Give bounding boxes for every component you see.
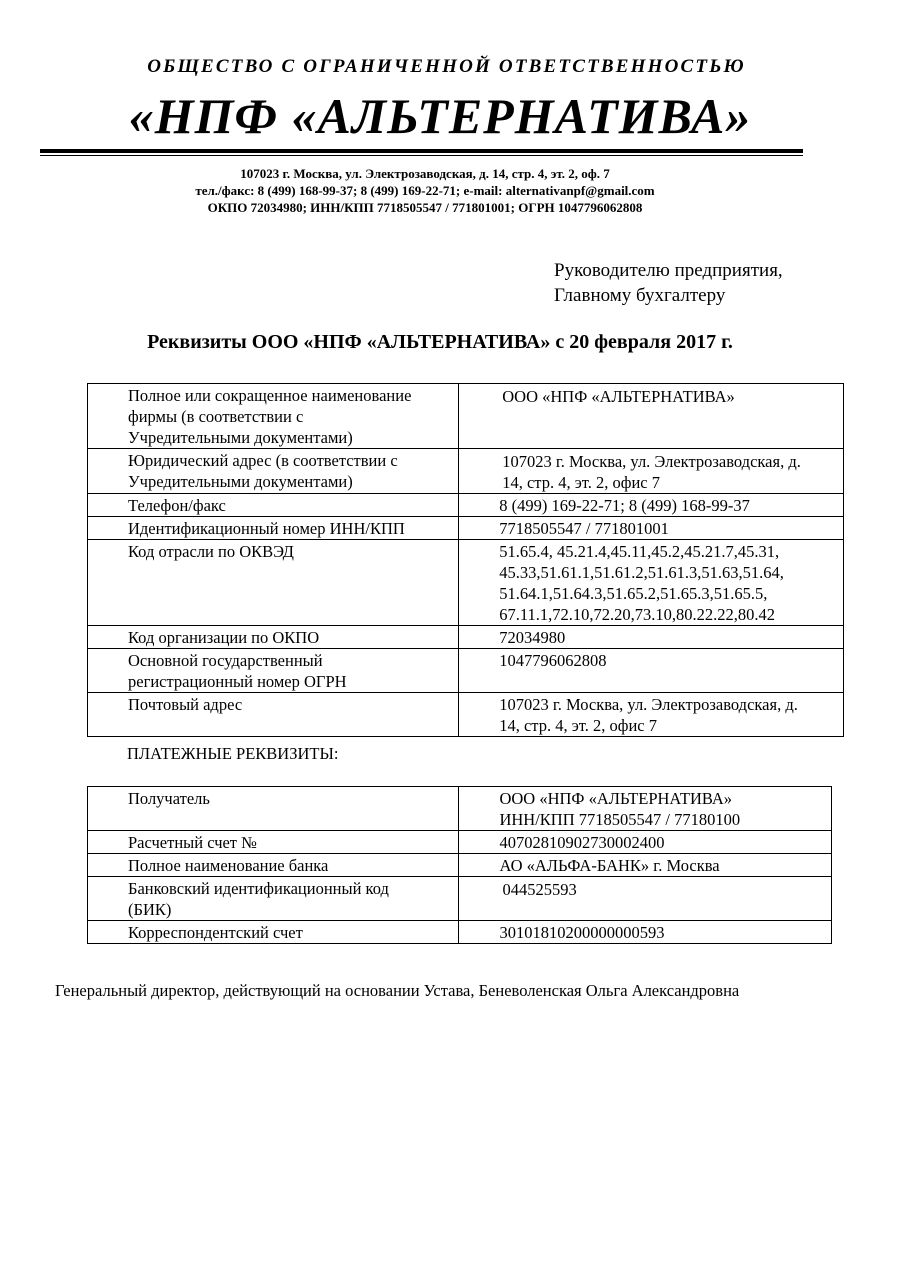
field-label: [88, 449, 459, 494]
table-row: [88, 877, 832, 921]
table-row: [88, 540, 844, 626]
field-value: [459, 921, 832, 944]
field-value: [459, 787, 832, 831]
field-label-line: фирмы (в соответствии с: [128, 407, 304, 426]
field-value-line: 107023 г. Москва, ул. Электрозаводская, д.: [499, 695, 798, 714]
field-label-line: регистрационный номер ОГРН: [128, 672, 347, 691]
field-value: [459, 384, 844, 449]
field-value-line: 67.11.1,72.10,72.20,73.10,80.22.22,80.42: [499, 605, 775, 624]
org-legal-form: ОБЩЕСТВО С ОГРАНИЧЕННОЙ ОТВЕТСТВЕННОСТЬЮ: [147, 56, 746, 77]
field-label: [88, 626, 459, 649]
table-row: [88, 649, 844, 693]
field-label: [88, 854, 459, 877]
field-label-line: Идентификационный номер ИНН/КПП: [128, 519, 405, 538]
addressee-line-2: Главному бухгалтеру: [554, 285, 726, 306]
table-row: [88, 831, 832, 854]
field-label-line: Банковский идентификационный код: [128, 879, 389, 898]
field-value: [459, 626, 844, 649]
field-value-line: 72034980: [499, 628, 566, 647]
field-label: [88, 831, 459, 854]
table-row: [88, 921, 832, 944]
letterhead-rule-thick: [40, 149, 803, 153]
field-label-line: Полное или сокращенное наименование: [128, 386, 412, 405]
contact-registration-codes: ОКПО 72034980; ИНН/КПП 7718505547 / 771801001; ОГРН 1047796062808: [207, 200, 643, 215]
field-label: [88, 877, 459, 921]
field-label-line: Полное наименование банка: [128, 856, 329, 875]
field-value-line: 14, стр. 4, эт. 2, офис 7: [502, 473, 660, 492]
field-value-line: 51.64.1,51.64.3,51.65.2,51.65.3,51.65.5,: [499, 584, 768, 603]
field-label: [88, 649, 459, 693]
field-value: [459, 517, 844, 540]
table-row: [88, 494, 844, 517]
field-label-line: (БИК): [128, 900, 172, 919]
addressee-line-1: Руководителю предприятия,: [554, 260, 783, 281]
table-row: [88, 626, 844, 649]
document-title: Реквизиты ООО «НПФ «АЛЬТЕРНАТИВА» с 20 февраля 2017 г.: [147, 331, 733, 353]
field-value-line: 30101810200000000593: [499, 923, 665, 942]
contact-phone-email: тел./факс: 8 (499) 168-99-37; 8 (499) 169-22-71; e-mail: alternativanpf@gmail.com: [195, 183, 655, 198]
company-details-table: [87, 383, 844, 737]
field-value-line: ООО «НПФ «АЛЬТЕРНАТИВА»: [499, 789, 733, 808]
field-label: [88, 693, 459, 737]
field-value: [459, 854, 832, 877]
table-row: [88, 787, 832, 831]
payment-details-table: [87, 786, 832, 944]
org-name: «НПФ «АЛЬТЕРНАТИВА»: [128, 88, 752, 144]
field-value: [459, 693, 844, 737]
contact-address: 107023 г. Москва, ул. Электрозаводская, д. 14, стр. 4, эт. 2, оф. 7: [240, 166, 610, 181]
field-value: [459, 449, 844, 494]
field-value: [459, 649, 844, 693]
field-value-line: 40702810902730002400: [499, 833, 665, 852]
field-value-line: 8 (499) 169-22-71; 8 (499) 168-99-37: [499, 496, 750, 515]
field-value-line: 45.33,51.61.1,51.61.2,51.61.3,51.63,51.64,: [499, 563, 784, 582]
field-label: [88, 384, 459, 449]
field-value-line: 044525593: [502, 880, 577, 899]
field-label-line: Учредительными документами): [128, 472, 353, 491]
field-label-line: Телефон/факс: [128, 496, 226, 515]
field-label: [88, 494, 459, 517]
field-value-line: ООО «НПФ «АЛЬТЕРНАТИВА»: [502, 387, 735, 406]
field-label-line: Почтовый адрес: [128, 695, 243, 714]
field-label-line: Основной государственный: [128, 651, 323, 670]
field-value: [459, 540, 844, 626]
table-row: [88, 693, 844, 737]
field-value-line: ИНН/КПП 7718505547 / 77180100: [499, 810, 741, 829]
table-row: [88, 449, 844, 494]
field-value-line: 7718505547 / 771801001: [499, 519, 669, 538]
field-label-line: Расчетный счет №: [128, 833, 257, 852]
table-row: [88, 517, 844, 540]
field-value: [459, 831, 832, 854]
field-label-line: Юридический адрес (в соответствии с: [128, 451, 398, 470]
letterhead-rule-thin: [40, 155, 803, 156]
field-value: [459, 494, 844, 517]
field-value-line: 14, стр. 4, эт. 2, офис 7: [499, 716, 657, 735]
field-label: [88, 921, 459, 944]
field-label: [88, 517, 459, 540]
table-row: [88, 384, 844, 449]
field-value-line: 51.65.4, 45.21.4,45.11,45.2,45.21.7,45.31,: [499, 542, 780, 561]
field-label: [88, 540, 459, 626]
field-label-line: Корреспондентский счет: [128, 923, 303, 942]
signature-line: Генеральный директор, действующий на основании Устава, Беневоленская Ольга Александровна: [55, 981, 740, 1000]
field-value-line: 1047796062808: [499, 651, 607, 670]
field-value: [459, 877, 832, 921]
table-row: [88, 854, 832, 877]
field-label-line: Получатель: [128, 789, 210, 808]
field-value-line: 107023 г. Москва, ул. Электрозаводская, д.: [502, 452, 801, 471]
field-label-line: Код отрасли по ОКВЭД: [128, 542, 294, 561]
field-label-line: Учредительными документами): [128, 428, 353, 447]
field-label-line: Код организации по ОКПО: [128, 628, 320, 647]
field-label: [88, 787, 459, 831]
field-value-line: АО «АЛЬФА-БАНК» г. Москва: [499, 856, 720, 875]
payment-heading: ПЛАТЕЖНЫЕ РЕКВИЗИТЫ:: [127, 744, 339, 763]
